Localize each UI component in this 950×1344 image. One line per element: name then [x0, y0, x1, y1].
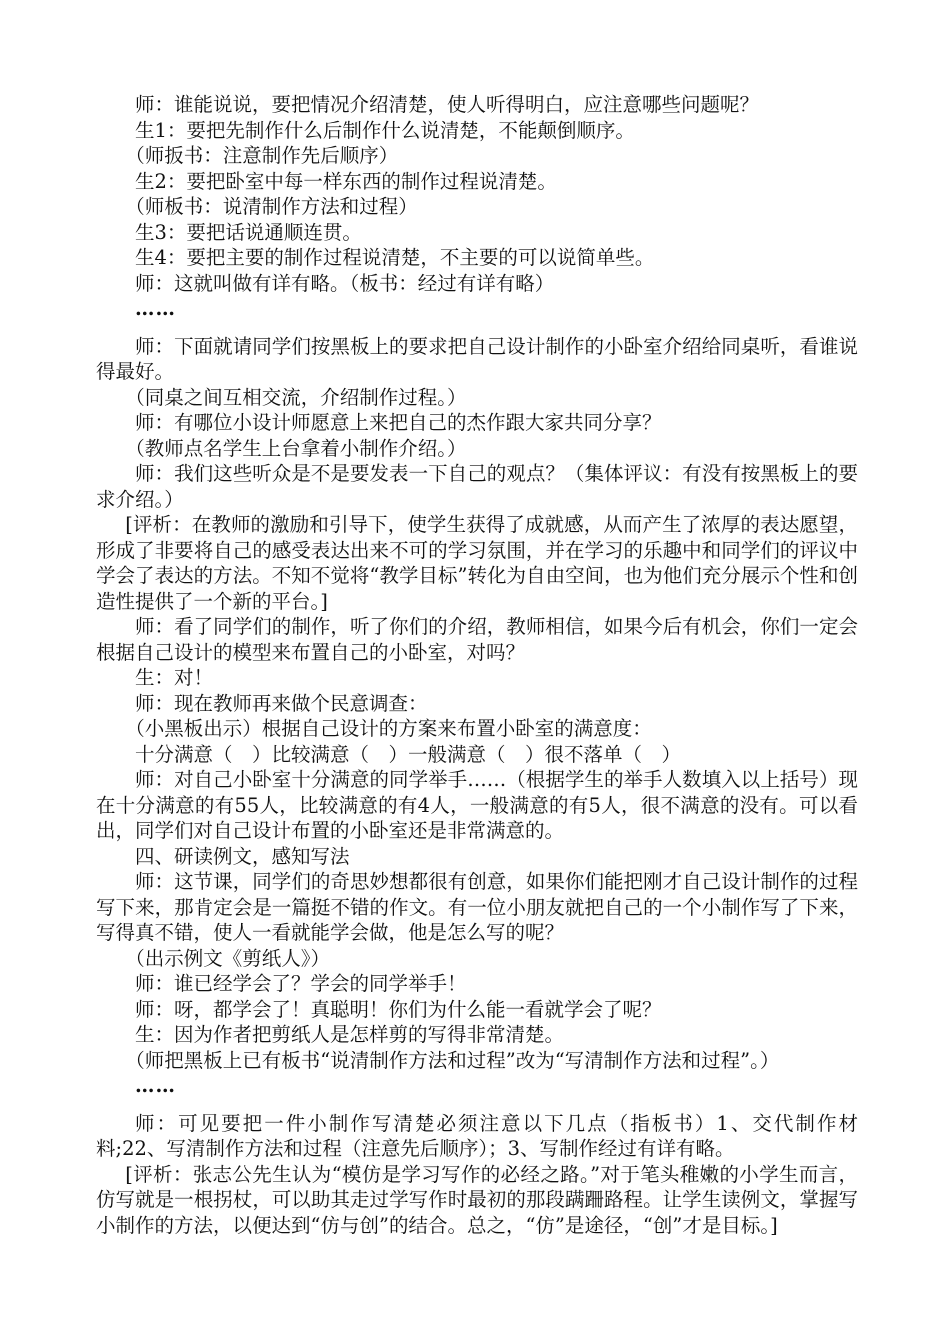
dialogue-paragraph: 师：这就叫做有详有略。（板书：经过有详有略） — [135, 271, 555, 295]
dialogue-paragraph: 生1：要把先制作什么后制作什么说清楚，不能颠倒顺序。 — [135, 118, 635, 142]
dialogue-paragraph: 师：对自己小卧室十分满意的同学举手……（根据学生的举手人数填入以上括号）现在十分满意的有55人，比较满意的有4人，一般满意的有5人，很不满意的没有。可以看出，同学们对自己设计布置的小卧室还是非常满意的。 — [96, 768, 858, 842]
dialogue-paragraph: 师：有哪位小设计师愿意上来把自己的杰作跟大家共同分享？ — [135, 411, 662, 434]
survey-options-line: 十分满意（ ）比较满意（ ）一般满意（ ）很不落单（ ） — [135, 742, 682, 766]
dialogue-paragraph: 师：下面就请同学们按黑板上的要求把自己设计制作的小卧室介绍给同桌听，看谁说得最好。 — [96, 334, 858, 383]
dialogue-paragraph: 生2：要把卧室中每一样东西的制作过程说清楚。 — [135, 169, 557, 193]
dialogue-paragraph: 师：这节课，同学们的奇思妙想都很有创意，如果你们能把刚才自己设计制作的过程写下来，那肯定会是一篇挺不错的作文。有一位小朋友就把自己的一个小制作写了下来，写得真不错，使人一看就能学会做，他是怎么写的呢？ — [96, 870, 858, 944]
commentary-paragraph: [评析：张志公先生认为“模仿是学习写作的必经之路。”对于笔头稚嫩的小学生而言，仿写就是一根拐杖，可以助其走过学写作时最初的那段蹒跚路程。让学生读例文，掌握写小制作的方法，以便达到“仿与创”的结合。总之，“仿”是途径，“创”才是目标。] — [96, 1162, 858, 1237]
stage-note-paragraph: （出示例文《剪纸人》） — [125, 946, 331, 970]
stage-note-paragraph: （教师点名学生上台拿着小制作介绍。） — [125, 436, 467, 460]
dialogue-paragraph: 师：呀，都学会了！真聪明！你们为什么能一看就学会了呢？ — [135, 997, 662, 1021]
stage-note-paragraph: （同桌之间互相交流，介绍制作过程。） — [125, 385, 467, 409]
dialogue-paragraph: 师：我们这些听众是不是要发表一下自己的观点？（集体评议：有没有按黑板上的要求介绍。） — [96, 462, 858, 511]
ellipsis-line: …… — [135, 1074, 176, 1097]
stage-note-paragraph: （师把黑板上已有板书“说清制作方法和过程”改为“写清制作方法和过程”。） — [125, 1048, 780, 1072]
stage-note-paragraph: （小黑板出示）根据自己设计的方案来布置小卧室的满意度： — [125, 717, 652, 740]
section-heading: 四、研读例文，感知写法 — [135, 844, 350, 868]
dialogue-paragraph: 师：谁能说说，要把情况介绍清楚，使人听得明白，应注意哪些问题呢？ — [135, 93, 760, 116]
commentary-paragraph: [评析：在教师的激励和引导下，使学生获得了成就感，从而产生了浓厚的表达愿望，形成了非要将自己的感受表达出来不可的学习氛围，并在学习的乐趣中和同学们的评议中学会了表达的方法。不知不觉将“教学目标”转化为自由空间，也为他们充分展示个性和创造性提供了一个新的平台。] — [96, 513, 858, 613]
dialogue-paragraph: 生4：要把主要的制作过程说清楚，不主要的可以说简单些。 — [135, 246, 655, 269]
dialogue-paragraph: 生3：要把话说通顺连贯。 — [135, 220, 362, 244]
dialogue-paragraph: 师：现在教师再来做个民意调查： — [135, 691, 428, 715]
stage-note-paragraph: （师扳书：注意制作先后顺序） — [125, 144, 399, 167]
ellipsis-line: …… — [135, 297, 176, 320]
dialogue-paragraph: 师：看了同学们的制作，听了你们的介绍，教师相信，如果今后有机会，你们一定会根据自己设计的模型来布置自己的小卧室，对吗？ — [96, 615, 858, 664]
dialogue-paragraph: 生：因为作者把剪纸人是怎样剪的写得非常清楚。 — [135, 1023, 565, 1046]
stage-note-paragraph: （师板书：说清制作方法和过程） — [125, 195, 418, 218]
dialogue-paragraph: 师：谁已经学会了？学会的同学举手！ — [135, 972, 467, 995]
dialogue-paragraph: 生：对！ — [135, 666, 214, 689]
document-page — [96, 92, 858, 1238]
dialogue-paragraph: 师：可见要把一件小制作写清楚必须注意以下几点（指板书）1、交代制作材料;22、写清制作方法和过程（注意先后顺序）；3、写制作经过有详有略。 — [96, 1111, 858, 1160]
